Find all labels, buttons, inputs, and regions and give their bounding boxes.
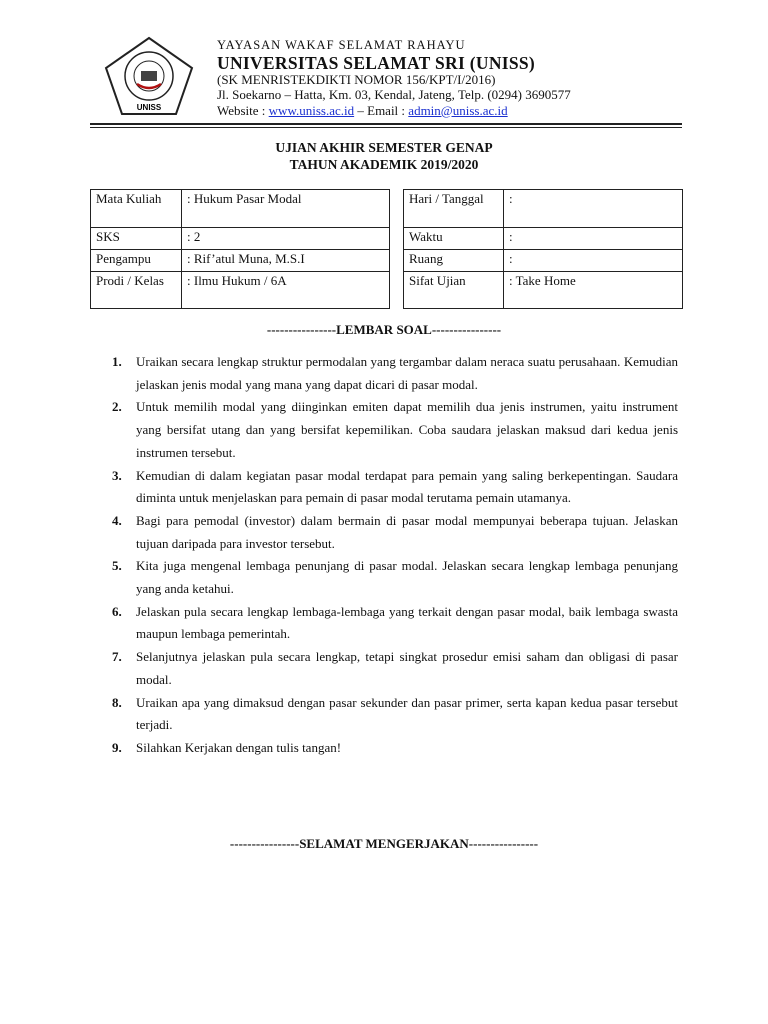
university-logo bbox=[104, 36, 194, 116]
cell-value: : Take Home bbox=[504, 272, 683, 309]
cell-value: : 2 bbox=[182, 228, 390, 250]
academic-year: TAHUN AKADEMIK 2019/2020 bbox=[289, 157, 479, 172]
question-text: Kemudian di dalam kegiatan pasar modal terdapat para pemain yang saling berkepentingan. Saudara diminta untuk menjelaskan para pemain di pasar modal terutama pemain utamanya. bbox=[136, 467, 678, 506]
question-number: 8. bbox=[112, 694, 122, 710]
question-number: 6. bbox=[112, 603, 122, 619]
svg-text:UNISS: UNISS bbox=[136, 103, 162, 112]
cell-value: : Hukum Pasar Modal bbox=[182, 190, 390, 228]
question-item bbox=[108, 351, 678, 396]
question-text: Selanjutnya jelaskan pula secara lengkap, tetapi singkat prosedur emisi saham dan obligasi di pasar modal. bbox=[136, 649, 678, 687]
question-text: Kita juga mengenal lembaga penunjang di pasar modal. Jelaskan secara lengkap lembaga penunjang yang anda ketahui. bbox=[136, 558, 678, 597]
header-divider-thin bbox=[90, 127, 682, 128]
university-name: UNIVERSITAS SELAMAT SRI (UNISS) bbox=[217, 52, 536, 73]
question-text: Uraikan apa yang dimaksud dengan pasar sekunder dan pasar primer, serta kapan kedua pasar tersebut terjadi. bbox=[136, 694, 678, 733]
question-item bbox=[108, 555, 678, 600]
question-number: 3. bbox=[112, 467, 122, 483]
cell-label: Hari / Tanggal bbox=[404, 190, 504, 228]
cell-label: Sifat Ujian bbox=[404, 272, 504, 309]
question-number: 5. bbox=[112, 558, 122, 574]
website-link[interactable]: www.uniss.ac.id bbox=[268, 102, 355, 118]
question-number: 1. bbox=[112, 354, 122, 369]
question-list bbox=[108, 351, 678, 760]
question-item bbox=[108, 737, 678, 760]
question-item bbox=[108, 465, 678, 510]
question-item bbox=[108, 692, 678, 737]
table-row bbox=[91, 272, 683, 309]
cell-label: Ruang bbox=[404, 250, 504, 272]
decree-number: (SK MENRISTEKDIKTI NOMOR 156/KPT/I/2016) bbox=[217, 71, 496, 87]
question-item bbox=[108, 396, 678, 464]
exam-info-table bbox=[90, 189, 683, 309]
table-gap bbox=[390, 228, 404, 250]
closing-text: ----------------SELAMAT MENGERJAKAN---------------- bbox=[229, 836, 539, 851]
contact-line bbox=[217, 103, 571, 119]
question-item bbox=[108, 510, 678, 555]
cell-value: : bbox=[504, 190, 683, 228]
cell-value: : bbox=[504, 250, 683, 272]
email-label: – Email : bbox=[354, 102, 409, 118]
cell-label: Prodi / Kelas bbox=[91, 272, 182, 309]
question-number: 9. bbox=[112, 739, 122, 755]
email-link[interactable]: admin@uniss.ac.id bbox=[408, 102, 508, 118]
cell-value: : Ilmu Hukum / 6A bbox=[182, 272, 390, 309]
table-gap bbox=[390, 190, 404, 228]
letterhead bbox=[217, 38, 571, 118]
cell-label: Mata Kuliah bbox=[91, 190, 182, 228]
header-divider bbox=[90, 123, 682, 125]
question-text: Uraikan secara lengkap struktur permodalan yang tergambar dalam neraca suatu perusahaan. Kemudian jelaskan jenis modal yang mana yang dapat dicari di pasar modal. bbox=[136, 354, 678, 392]
question-text: Silahkan Kerjakan dengan tulis tangan! bbox=[136, 739, 342, 755]
question-number: 7. bbox=[112, 649, 122, 665]
cell-label: Waktu bbox=[404, 228, 504, 250]
question-text: Jelaskan pula secara lengkap lembaga-lembaga yang terkait dengan pasar modal, baik lembaga swasta maupun lembaga pemerintah. bbox=[136, 603, 678, 642]
question-text: Bagi para pemodal (investor) dalam bermain di pasar modal mempunyai beberapa tujuan. Jelaskan tujuan daripada para investor tersebut. bbox=[136, 512, 678, 551]
question-item bbox=[108, 646, 678, 691]
table-row bbox=[91, 250, 683, 272]
website-label: Website : bbox=[217, 102, 269, 118]
question-number: 4. bbox=[112, 512, 122, 528]
table-row bbox=[91, 190, 683, 228]
question-text: Untuk memilih modal yang diinginkan emiten dapat memilih dua jenis instrumen, yaitu instrument yang bersifat utang dan yang bersifat kepemilikan. Coba saudara jelaskan maksud dari kedua jenis instrumen tersebut. bbox=[136, 399, 678, 460]
cell-label: SKS bbox=[91, 228, 182, 250]
question-item bbox=[108, 601, 678, 646]
table-gap bbox=[390, 272, 404, 309]
table-row bbox=[91, 228, 683, 250]
foundation-name: YAYASAN WAKAF SELAMAT RAHAYU bbox=[217, 38, 466, 52]
cell-value: : Rif’atul Muna, M.S.I bbox=[182, 250, 390, 272]
question-number: 2. bbox=[112, 399, 122, 415]
section-title: ----------------LEMBAR SOAL---------------- bbox=[266, 322, 502, 337]
table-gap bbox=[390, 250, 404, 272]
cell-label: Pengampu bbox=[91, 250, 182, 272]
cell-value: : bbox=[504, 228, 683, 250]
exam-title: UJIAN AKHIR SEMESTER GENAP bbox=[275, 140, 493, 155]
address: Jl. Soekarno – Hatta, Km. 03, Kendal, Jateng, Telp. (0294) 3690577 bbox=[217, 87, 571, 102]
